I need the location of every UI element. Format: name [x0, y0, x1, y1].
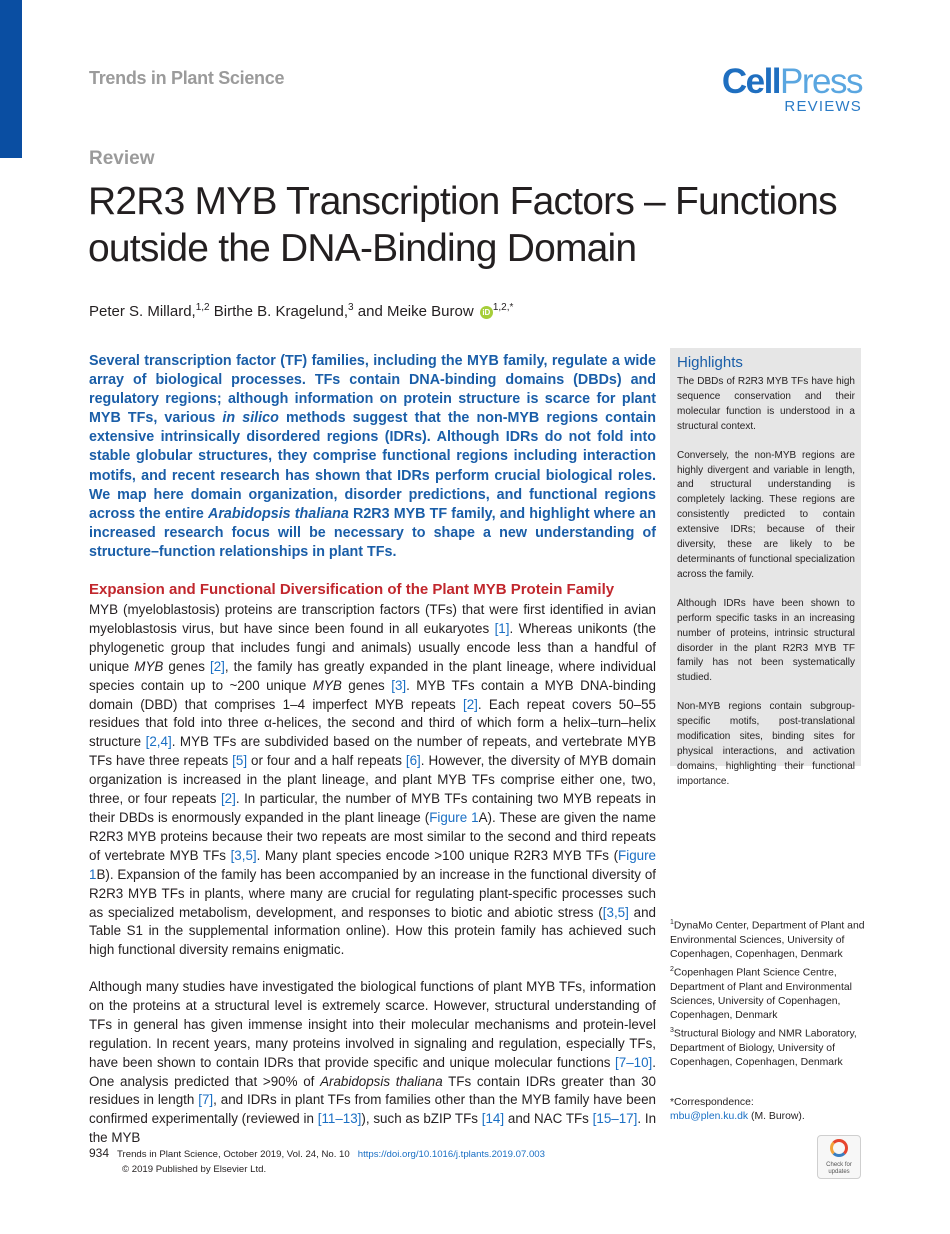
- citation-link[interactable]: [2]: [220, 791, 236, 807]
- citation-line: Trends in Plant Science, October 2019, Vol. 24, No. 10: [117, 1149, 350, 1160]
- author-name: Birthe B. Kragelund,: [209, 303, 349, 320]
- accent-bar: [0, 0, 22, 158]
- affiliation: $^3$Structural Biology and NMR Laboratory, Department of Biology, University of Copenhagen, Copenhagen, Denmark: [670, 1026, 857, 1069]
- affiliation: $^2$Copenhagen Plant Science Centre, Department of Plant and Environmental Sciences, University of Copenhagen, Copenhagen, Denmark: [670, 965, 852, 1022]
- author-name: and Meike Burow: [353, 303, 474, 320]
- body-paragraph-1: MYB (myeloblastosis) proteins are transcription factors (TFs) that were first identified in avian myeloblastosis virus, but have since been found in all eukaryotes [1]. Whereas unikonts (the phylogenetic group that includes fungi and animals) usually encode less than a handful of unique MYB genes [2], the family has greatly expanded in the plant lineage, where individual species contain up to ~200 unique MYB genes [3]. MYB TFs contain a MYB DNA-binding domain (DBD) that comprises 1–4 imperfect MYB repeats [2]. Each repeat covers 50–55 residues that fold into three α-helices, the second and third of which form a helix–turn–helix structure [2,4]. MYB TFs are subdivided based on the number of repeats, and vertebrate MYB TFs have three repeats [5] or four and a half repeats [6]. However, the diversity of MYB domain organization is increased in the plant lineage, and plant MYB TFs comprise either one, two, three, or four repeats [2]. In particular, the number of MYB TFs containing two MYB repeats in their DBDs is enormously expanded in the plant lineage (Figure 1A). These are given the name R2R3 MYB proteins because their two repeats are most similar to the second and third repeats of vertebrate MYB TFs [3,5]. Many plant species encode >100 unique R2R3 MYB TFs (Figure 1B). Expansion of the family has been accompanied by an increase in the functional diversity of R2R3 MYB TFs in plants, where many are crucial for regulating plant-specific processes such as specialized metabolism, development, and responses to biotic and abiotic stress ([3,5] and Table S1 in the supplemental information online). How this protein family has achieved such high functional diversity remains enigmatic.: [89, 602, 657, 958]
- cellpress-logo[interactable]: [722, 64, 862, 115]
- logo-reviews: REVIEWS: [784, 98, 862, 115]
- highlights-box: [670, 348, 861, 787]
- citation-link[interactable]: [11–13]: [317, 1111, 362, 1127]
- author-affil: 1,2: [195, 302, 210, 313]
- check-for-updates-button[interactable]: [817, 1135, 861, 1179]
- doi-link[interactable]: https://doi.org/10.1016/j.tplants.2019.07.003: [357, 1149, 545, 1160]
- article-type: Review: [89, 148, 155, 169]
- highlight-item: Although IDRs have been shown to perform specific tasks in an increasing number of proteins, intrinsic structural disorder in the plant R2R3 MYB TF family has not been systematically studied.: [677, 597, 855, 684]
- citation-link[interactable]: [5]: [232, 753, 248, 769]
- correspondence-name: (M. Burow).: [748, 1111, 805, 1123]
- abstract-italic: in silico: [222, 410, 279, 427]
- correspondence: [670, 1096, 870, 1125]
- journal-name: Trends in Plant Science: [89, 68, 285, 88]
- badge-text: updates: [828, 1169, 850, 1175]
- copyright: © 2019 Published by Elsevier Ltd.: [122, 1164, 267, 1175]
- author-affil: 1,2,*: [492, 302, 514, 313]
- citation-link[interactable]: [15–17]: [592, 1111, 638, 1127]
- highlight-item: Non-MYB regions contain subgroup-specific motifs, post-translational modification sites, binding sites for physical interactions, and activation domains, highlighting their functional importance.: [677, 701, 855, 787]
- author-list: [89, 302, 513, 320]
- abstract-text: Several transcription factor (TF) families, including the MYB family, regulate a wide array of biological processes. TFs contain DNA-binding domains (DBDs) and regulatory regions; although information on protein structure is scarce for plant MYB TFs, various: [89, 353, 656, 427]
- section-heading: Expansion and Functional Diversification of the Plant MYB Protein Family: [89, 581, 615, 598]
- email-link[interactable]: mbu@plen.ku.dk: [670, 1111, 749, 1123]
- logo-press: Press: [780, 62, 862, 101]
- citation-link[interactable]: [14]: [481, 1111, 505, 1127]
- author-affil: 3: [348, 302, 354, 313]
- page-footer: [89, 1146, 545, 1177]
- logo-cell: Cell: [721, 62, 781, 101]
- citation-link[interactable]: [3,5]: [602, 904, 629, 920]
- page-number: 934: [89, 1146, 110, 1160]
- abstract-italic: Arabidopsis thaliana: [208, 505, 349, 522]
- figure-link[interactable]: Figure 1: [89, 847, 657, 882]
- badge-text: Check for: [826, 1162, 852, 1168]
- highlight-item: Conversely, the non-MYB regions are highly divergent and variable in length, and structural understanding is completely lacking. These regions are consistently predicted to contain extensive IDRs; because of their diversity, these are likely to be determinants of functional specialization across the family.: [677, 449, 855, 580]
- article-title: R2R3 MYB Transcription Factors – Functions outside the DNA-Binding Domain: [88, 180, 837, 270]
- affiliations: [670, 916, 870, 1070]
- citation-link[interactable]: [3,5]: [230, 847, 257, 863]
- citation-link[interactable]: [2]: [463, 696, 478, 712]
- citation-link[interactable]: [3]: [391, 677, 407, 693]
- orcid-icon[interactable]: iD: [480, 306, 493, 319]
- highlights-title: Highlights: [677, 354, 743, 371]
- abstract-text: R2R3 MYB TF family, and highlight where an increased research focus will be necessary to shape a new understanding of structure–function relationships in plant TFs.: [89, 505, 656, 560]
- abstract: [89, 352, 656, 562]
- figure-link[interactable]: Figure 1: [429, 809, 479, 825]
- author-name: Peter S. Millard,: [89, 303, 196, 320]
- body-paragraph-2: Although many studies have investigated the biological functions of plant MYB TFs, information on the proteins at a structural level is extremely scarce. However, structural understanding of TFs in general has given immense insight into their molecular mechanisms and protein-level regulation. In recent years, many proteins involved in signaling and regulation, especially TFs, have been shown to contain IDRs that provide specific and unique molecular functions [7–10]. One analysis predicted that >90% of Arabidopsis thaliana TFs contain IDRs greater than 30 residues in length [7], and IDRs in plant TFs from families other than the MYB family have been confirmed experimentally (reviewed in [11–13]), such as bZIP TFs [14] and NAC TFs [15–17]. In the MYB: [89, 979, 657, 1146]
- affiliation: $^1$DynaMo Center, Department of Plant and Environmental Sciences, University of Copenhagen, Copenhagen, Denmark: [670, 919, 865, 961]
- citation-link[interactable]: [2,4]: [145, 734, 172, 750]
- correspondence-label: *Correspondence:: [670, 1097, 754, 1108]
- check-updates-icon: [830, 1139, 848, 1157]
- citation-link[interactable]: [6]: [405, 753, 421, 769]
- citation-link[interactable]: [1]: [494, 620, 510, 636]
- citation-link[interactable]: [7]: [198, 1092, 214, 1108]
- abstract-text: methods suggest that the non-MYB regions contain extensive intrinsically disordered regions (IDRs). Although IDRs do not fold into stable globular structures, they comprise functional regions including interaction motifs, and recent research has shown that IDRs perform crucial biological roles. We map here domain organization, disorder predictions, and functional regions across the entire: [89, 410, 656, 522]
- citation-link[interactable]: [2]: [209, 658, 225, 674]
- highlight-item: The DBDs of R2R3 MYB TFs have high sequence conservation and their molecular function is understood in a structural context.: [677, 376, 855, 432]
- citation-link[interactable]: [7–10]: [615, 1054, 653, 1070]
